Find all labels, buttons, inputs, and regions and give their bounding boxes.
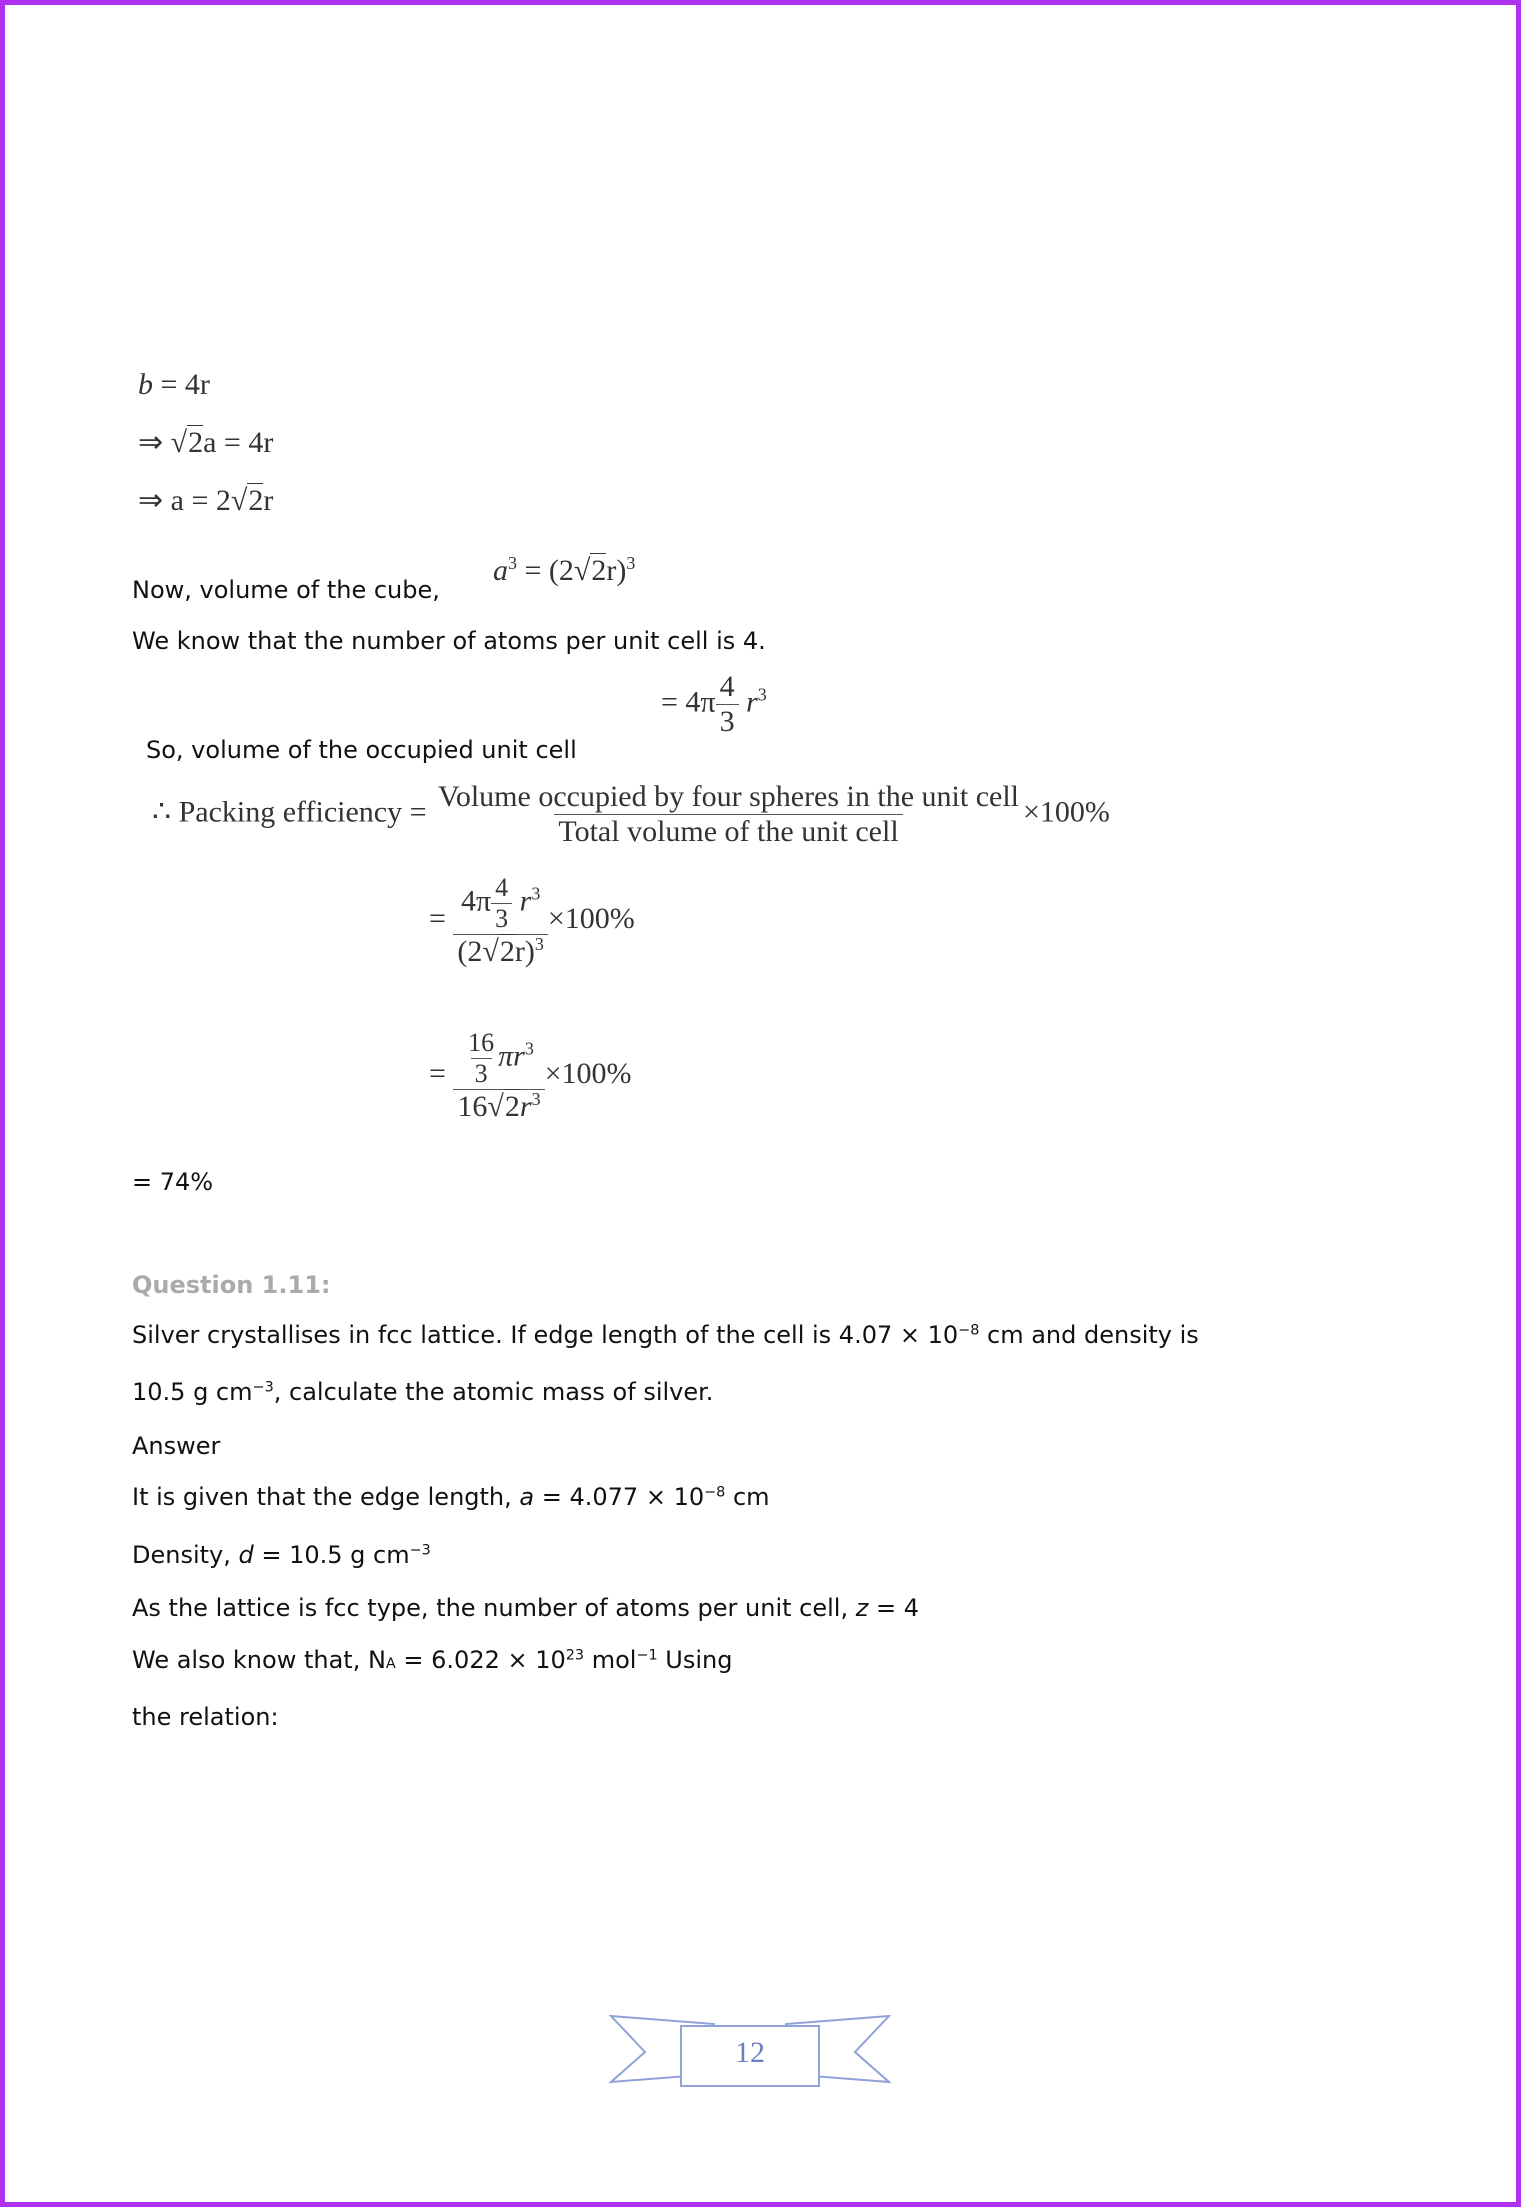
occupied-volume-equation: = 4π $\frac{4}{3}$ $r^3$: [661, 670, 767, 738]
packing-efficiency-equation: ∴ Packing efficiency = $\frac{\text{Volume occupied by four spheres in the unit cell}}{\text{Total volume of the unit cell}}$ ×100%: [152, 780, 1110, 848]
relation-text: the relation:: [132, 1703, 279, 1731]
equation-b-4r: b = 4r: [138, 368, 210, 401]
page-number-badge: [609, 2012, 891, 2092]
given-edge-text: It is given that the edge length, $a = 4.077 \times 10^{-8}$ cm: [132, 1483, 770, 1511]
cube-volume-equation: $a^3 = (2√2r)^3$: [493, 553, 636, 587]
atoms-per-cell-text: We know that the number of atoms per unit cell is 4.: [132, 627, 766, 655]
lattice-text: As the lattice is fcc type, the number of atoms per unit cell, z = 4: [132, 1594, 919, 1622]
now-volume-text: Now, volume of the cube,: [132, 576, 440, 604]
question-title: Question 1.11:: [132, 1271, 331, 1299]
answer-label: Answer: [132, 1432, 221, 1460]
equation-root2a-4r: ⇒ √2a = 4r: [138, 426, 274, 459]
page-number: 12: [735, 2036, 765, 2069]
packing-step-3: = $\frac{16}{3}$ $\pi r^3$ $16√2r^3$ ×100%: [429, 1028, 632, 1123]
question-line-2: 10.5 g $cm^{-3}$, calculate the atomic mass of silver.: [132, 1378, 714, 1406]
avogadro-text: We also know that, NA = $6.022 \times 10^{23}$ mol$^{-1}$ Using: [132, 1646, 733, 1674]
result-text: = 74%: [132, 1168, 214, 1196]
occupied-volume-text: So, volume of the occupied unit cell: [146, 736, 577, 764]
question-line-1: Silver crystallises in fcc lattice. If edge length of the cell is $4.07 \times 10^{-8}$ cm and density is: [132, 1321, 1199, 1349]
equation-a-2root2r: ⇒ a = 2√2r: [138, 484, 274, 517]
packing-step-2: = 4π $\frac{4}{3}$ $r^3$ $(2√2r)^3$ ×100%: [429, 873, 635, 968]
density-text: Density, d = 10.5 g $cm^{-3}$: [132, 1541, 431, 1569]
